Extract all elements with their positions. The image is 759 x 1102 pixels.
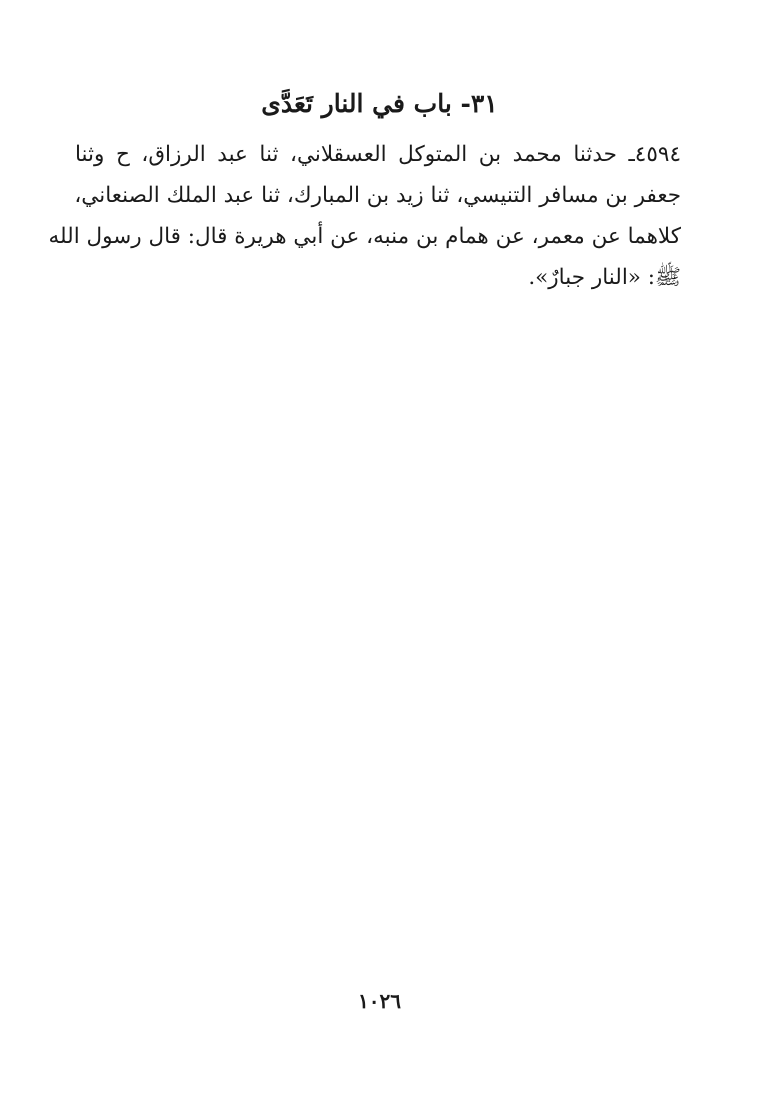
hadith-text (48, 134, 681, 298)
hadith-line: ٤٥٩٤ـ حدثنا محمد بن المتوكل العسقلاني، ثنا عبد الرزاق، ح وثنا (75, 142, 681, 167)
hadith-line: جعفر بن مسافر التنيسي، ثنا زيد بن المبارك، ثنا عبد الملك الصنعاني، (74, 183, 681, 208)
page-number: ١٠٢٦ (358, 989, 401, 1013)
hadith-line: ﷺ: «النار جبارٌ». (528, 265, 681, 290)
chapter-heading: ٣١- باب في النار تَعَدَّى (261, 89, 498, 118)
hadith-line: كلاهما عن معمر، عن همام بن منبه، عن أبي هريرة قال: قال رسول الله (48, 224, 681, 249)
